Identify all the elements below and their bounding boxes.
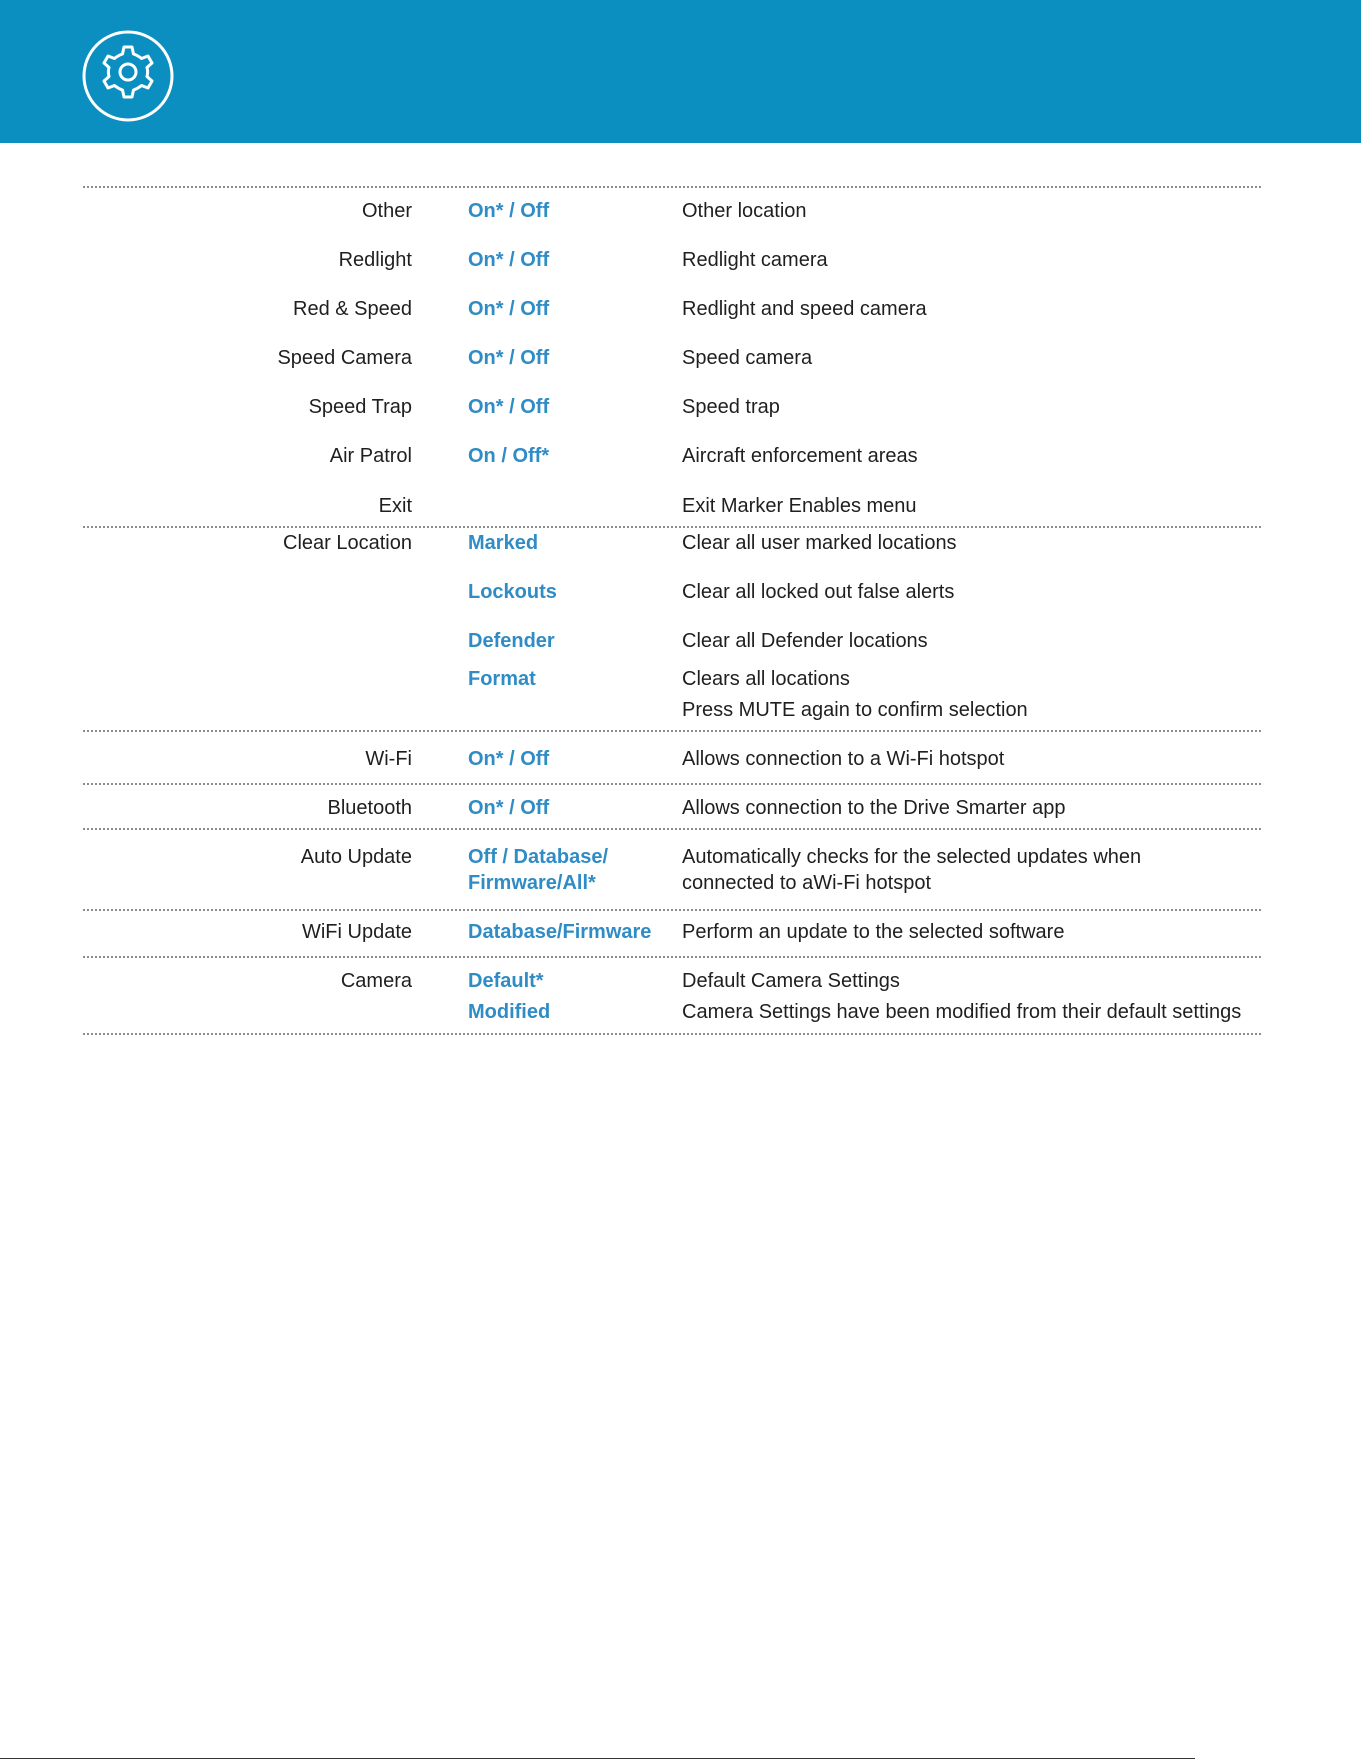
row-option: On* / Off <box>468 347 550 369</box>
row-option: On* / Off <box>468 396 550 418</box>
row-description: Camera Settings have been modified from their default settings <box>682 1001 1242 1023</box>
row-option: Marked <box>468 532 539 554</box>
row-description: Other location <box>682 200 807 222</box>
row-label: Air Patrol <box>329 445 412 467</box>
row-description: Speed camera <box>682 347 813 369</box>
row-note: Press MUTE again to confirm selection <box>682 699 1028 721</box>
row-separator <box>83 186 1261 188</box>
row-separator <box>83 909 1261 911</box>
row-label: Redlight <box>338 249 412 271</box>
row-description: Aircraft enforcement areas <box>682 445 918 467</box>
row-option: Firmware/All* <box>468 872 596 894</box>
row-description: Redlight and speed camera <box>682 298 927 320</box>
row-option: On* / Off <box>468 748 550 770</box>
row-description: Speed trap <box>682 396 780 418</box>
row-option: On / Off* <box>468 445 550 467</box>
row-option: Off / Database/ <box>468 846 609 868</box>
row-label: Wi-Fi <box>365 748 412 770</box>
row-option: On* / Off <box>468 298 550 320</box>
row-label: WiFi Update <box>301 921 412 943</box>
row-separator <box>83 828 1261 830</box>
row-description: connected to aWi-Fi hotspot <box>682 872 932 894</box>
row-description: Default Camera Settings <box>682 970 900 992</box>
row-label: Auto Update <box>300 846 412 868</box>
row-label: Camera <box>340 970 412 992</box>
row-separator <box>83 1033 1261 1035</box>
row-description: Clears all locations <box>682 668 850 690</box>
row-option: Default* <box>468 970 544 992</box>
row-separator <box>83 730 1261 732</box>
row-label: Exit <box>378 495 412 517</box>
row-option: On* / Off <box>468 797 550 819</box>
row-option: Modified <box>468 1001 551 1023</box>
row-option: Database/Firmware <box>468 921 652 943</box>
row-description: Allows connection to a Wi-Fi hotspot <box>682 748 1005 770</box>
gear-icon <box>81 29 175 123</box>
row-option: Defender <box>468 630 555 652</box>
row-separator <box>83 956 1261 958</box>
row-description: Clear all locked out false alerts <box>682 581 955 603</box>
row-description: Clear all Defender locations <box>682 630 928 652</box>
row-label: Other <box>361 200 412 222</box>
row-label: Bluetooth <box>327 797 412 819</box>
row-option: On* / Off <box>468 200 550 222</box>
row-option: On* / Off <box>468 249 550 271</box>
row-description: Perform an update to the selected software <box>682 921 1065 943</box>
row-label: Speed Camera <box>277 347 412 369</box>
row-description: Automatically checks for the selected updates when <box>682 846 1142 868</box>
row-label: Red & Speed <box>293 298 412 320</box>
row-description: Redlight camera <box>682 249 828 271</box>
row-option: Format <box>468 668 536 690</box>
footer-rule <box>0 1758 1195 1759</box>
row-description: Exit Marker Enables menu <box>682 495 917 517</box>
row-label: Clear Location <box>283 532 412 554</box>
row-description: Allows connection to the Drive Smarter app <box>682 797 1066 819</box>
row-separator <box>83 783 1261 785</box>
row-label: Speed Trap <box>308 396 412 418</box>
row-option: Lockouts <box>468 581 557 603</box>
row-description: Clear all user marked locations <box>682 532 957 554</box>
row-separator <box>83 526 1261 528</box>
header-banner <box>0 0 1361 143</box>
